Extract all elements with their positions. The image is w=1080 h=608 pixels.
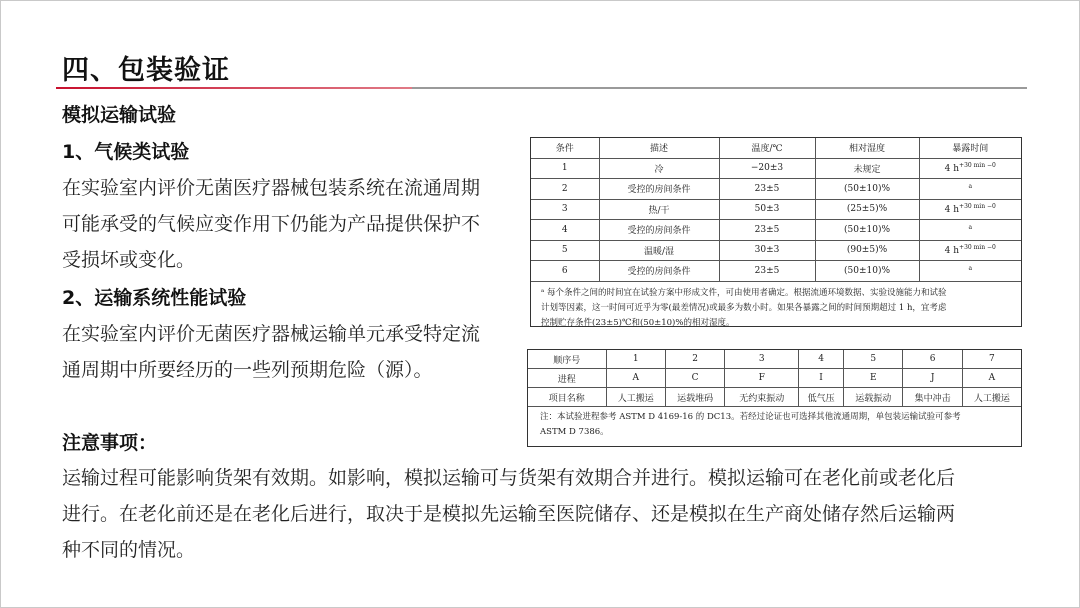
header-cell: 温度/℃ — [719, 138, 815, 158]
table-row — [531, 158, 1021, 179]
notes-body — [62, 460, 955, 568]
process-cell: I — [799, 369, 844, 388]
subtitle: 模拟运输试验 — [62, 104, 177, 126]
footnote-marker: a — [968, 223, 973, 231]
cell-description: 冷 — [599, 158, 719, 179]
section1-line: 受损坏或变化。 — [62, 249, 196, 271]
table-row — [531, 240, 1021, 261]
table-row — [531, 199, 1021, 220]
cell-humidity: (90±5)% — [815, 240, 919, 261]
cell-condition: 3 — [531, 199, 599, 220]
item-cell: 无约束振动 — [725, 388, 799, 407]
cell-description: 温暖/湿 — [599, 240, 719, 261]
section2-line: 通周期中所要经历的一些列预期危险（源）。 — [62, 359, 433, 381]
exposure-tolerance: +30 min −0 — [959, 162, 996, 170]
row-label: 项目名称 — [528, 388, 606, 407]
seq-cell: 5 — [844, 350, 903, 369]
seq-cell: 7 — [962, 350, 1021, 369]
footnote-line: ASTM D 7386。 — [540, 427, 609, 437]
footnote-line: 控制贮存条件(23±5)℃和(50±10)%的相对湿度。 — [541, 317, 735, 328]
notes-heading: 注意事项： — [62, 432, 158, 454]
row-label: 进程 — [528, 369, 606, 388]
section1-line: 可能承受的气候应变作用下仍能为产品提供保护不 — [62, 213, 481, 235]
table-footnote — [528, 407, 1021, 441]
footnote-marker: a — [968, 264, 973, 272]
section2-heading: 2、运输系统性能试验 — [62, 287, 247, 309]
process-cell: F — [725, 369, 799, 388]
cell-humidity: (50±10)% — [815, 179, 919, 200]
title-underline-divider — [412, 87, 1027, 89]
exposure-tolerance: +30 min −0 — [959, 203, 996, 211]
item-cell: 运载振动 — [844, 388, 903, 407]
item-cell: 人工搬运 — [606, 388, 665, 407]
seq-cell: 1 — [606, 350, 665, 369]
notes-line: 进行。在老化前还是在老化后进行，取决于是模拟先运输至医院储存、还是模拟在生产商处储存然后运输两 — [62, 503, 956, 525]
cell-condition: 1 — [531, 158, 599, 179]
section1-line: 在实验室内评价无菌医疗器械包装系统在流通周期 — [62, 177, 481, 199]
title-underline-accent — [56, 87, 412, 89]
cell-temperature: 50±3 — [719, 199, 815, 220]
cell-condition: 2 — [531, 179, 599, 200]
notes-line: 运输过程可能影响货架有效期。如影响，模拟运输可与货架有效期合并进行。模拟运输可在老化前或老化后 — [62, 467, 956, 489]
cell-condition: 6 — [531, 261, 599, 282]
cell-description: 受控的房间条件 — [599, 261, 719, 282]
footnote-line: 注：本试验进程参考 ASTM D 4169-16 的 DC13。若经过论证也可选择其他流通周期，单包装运输试验可参考 — [540, 412, 961, 422]
cell-exposure-time — [919, 240, 1021, 261]
table-note-row — [528, 407, 1021, 441]
cell-condition: 5 — [531, 240, 599, 261]
table-row — [531, 179, 1021, 200]
table-row — [531, 220, 1021, 241]
process-cell: A — [962, 369, 1021, 388]
section2-line: 在实验室内评价无菌医疗器械运输单元承受特定流 — [62, 323, 481, 345]
process-cell: C — [665, 369, 724, 388]
cell-temperature: 23±5 — [719, 220, 815, 241]
section2-body — [62, 316, 480, 388]
process-cell: A — [606, 369, 665, 388]
sequence-row — [528, 350, 1021, 369]
cell-description: 受控的房间条件 — [599, 220, 719, 241]
exposure-tolerance: +30 min −0 — [959, 244, 996, 252]
table-note-row — [531, 281, 1021, 331]
seq-cell: 4 — [799, 350, 844, 369]
item-cell: 运载堆码 — [665, 388, 724, 407]
notes-line: 种不同的情况。 — [62, 539, 196, 561]
process-cell: E — [844, 369, 903, 388]
item-cell: 集中冲击 — [903, 388, 962, 407]
seq-cell: 6 — [903, 350, 962, 369]
seq-cell: 2 — [665, 350, 724, 369]
table-row — [531, 261, 1021, 282]
cell-description: 热/干 — [599, 199, 719, 220]
footnote-marker: a — [968, 182, 973, 190]
cell-humidity: (25±5)% — [815, 199, 919, 220]
footnote-line: 计划等因素，这一时间可近乎为零(最差情况)或最多为数小时。如果各暴露之间的时间预期超过 1 h，宜考虑 — [541, 302, 947, 313]
cell-exposure-time — [919, 220, 1021, 241]
row-label: 顺序号 — [528, 350, 606, 369]
process-cell: J — [903, 369, 962, 388]
table-footnote — [531, 281, 1021, 331]
cell-humidity: (50±10)% — [815, 261, 919, 282]
cell-exposure-time — [919, 199, 1021, 220]
header-cell: 相对湿度 — [815, 138, 919, 158]
cell-temperature: 30±3 — [719, 240, 815, 261]
climate-conditions-table — [530, 137, 1022, 327]
cell-humidity: (50±10)% — [815, 220, 919, 241]
table-header-row — [531, 138, 1021, 158]
cell-exposure-time — [919, 179, 1021, 200]
cell-exposure-time — [919, 158, 1021, 179]
section1-body — [62, 170, 480, 278]
header-cell: 条件 — [531, 138, 599, 158]
exposure-value: 4 h — [944, 205, 960, 216]
cell-condition: 4 — [531, 220, 599, 241]
cell-temperature: 23±5 — [719, 261, 815, 282]
header-cell: 描述 — [599, 138, 719, 158]
item-cell: 低气压 — [799, 388, 844, 407]
cell-description: 受控的房间条件 — [599, 179, 719, 200]
cell-temperature: 23±5 — [719, 179, 815, 200]
item-name-row — [528, 388, 1021, 407]
cell-humidity: 未规定 — [815, 158, 919, 179]
footnote-line: ᵃ 每个条件之间的时间宜在试验方案中形成文件，可由使用者确定。根据流通环境数据、实验设施能力和试验 — [541, 287, 947, 298]
exposure-value: 4 h — [944, 246, 960, 257]
cell-exposure-time — [919, 261, 1021, 282]
process-row — [528, 369, 1021, 388]
item-cell: 人工搬运 — [962, 388, 1021, 407]
seq-cell: 3 — [725, 350, 799, 369]
exposure-value: 4 h — [944, 164, 960, 175]
header-cell: 暴露时间 — [919, 138, 1021, 158]
cell-temperature: −20±3 — [719, 158, 815, 179]
transport-sequence-table — [527, 349, 1022, 447]
section1-heading: 1、气候类试验 — [62, 141, 190, 163]
page-title: 四、包装验证 — [62, 55, 230, 86]
